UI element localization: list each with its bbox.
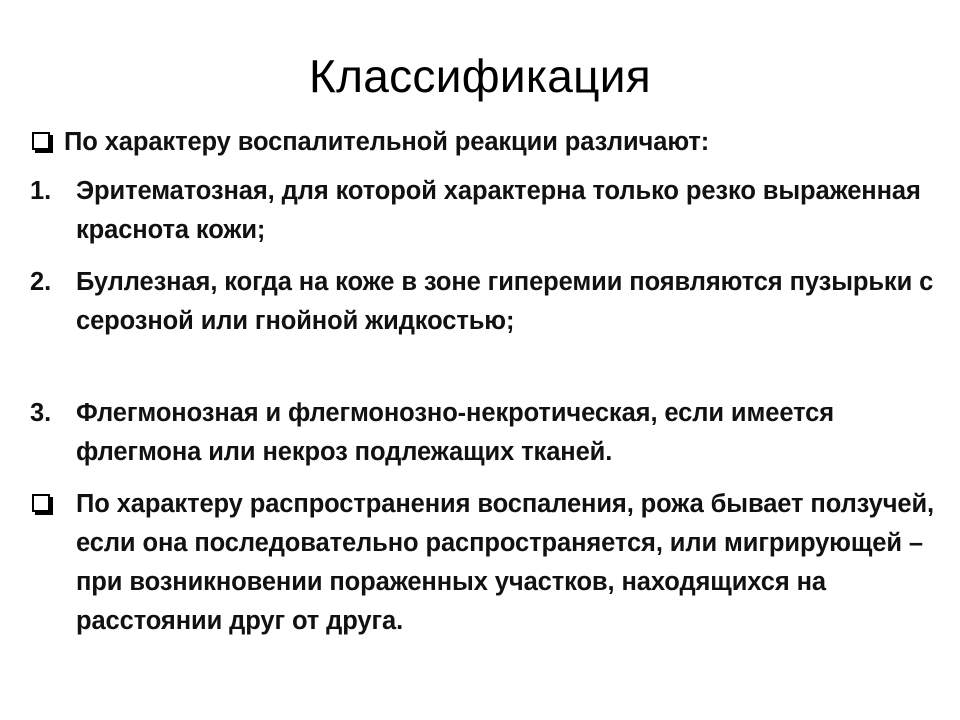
checkbox-bullet-icon: [32, 132, 50, 150]
numbered-item-text: Флегмонозная и флегмонозно-некротическая, если имеется флегмона или некроз подлежащих тканей.: [76, 399, 834, 466]
numbered-item: [30, 263, 935, 341]
bullet-text: По характеру воспалительной реакции различают:: [64, 128, 710, 156]
bullet-text: По характеру распространения воспаления, рожа бывает ползучей, если она последовательно распространяется, или мигрирующей – при возникновении пораженных участков, находящихся на расстоянии друг от друга.: [76, 490, 935, 635]
bullet-item: [30, 123, 935, 162]
bullet-item: [30, 485, 935, 641]
numbered-item: [30, 394, 935, 472]
item-number: 3.: [30, 399, 52, 427]
item-number: 1.: [30, 177, 52, 205]
numbered-item: [30, 172, 935, 250]
numbered-item-text: Буллезная, когда на коже в зоне гиперемии появляются пузырьки с серозной или гнойной жидкостью;: [76, 268, 934, 335]
numbered-item-text: Эритематозная, для которой характерна только резко выраженная краснота кожи;: [76, 177, 921, 244]
slide-title: Классификация: [308, 50, 652, 102]
checkbox-bullet-icon: [32, 494, 50, 512]
item-number: 2.: [30, 268, 52, 296]
